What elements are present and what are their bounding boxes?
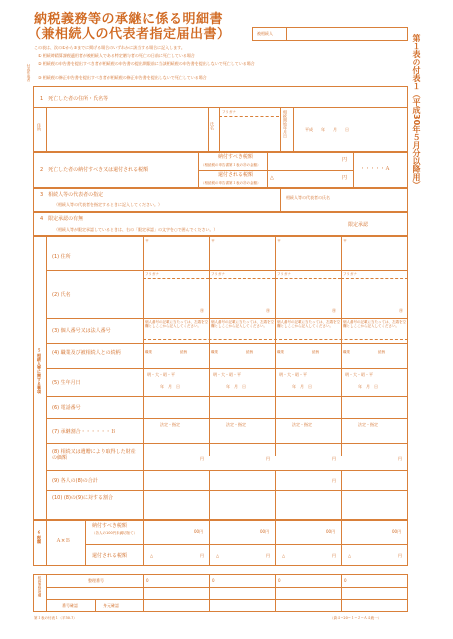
col4-job: 職業 — [343, 350, 350, 354]
footer-right: （資４−20−１−２−Ａ４統一） — [330, 616, 382, 620]
col4-mynumber-note: 個人番号の記載に当たっては、左端を空欄としここから記入してください。 — [343, 320, 406, 328]
col2-office-zero: 0 — [212, 578, 215, 583]
intro-item-2: ② 相続税の申告書を提出すべき者が相続税の申告書の提出期限前に当該相続税の申告書を提出しないで死亡している場合 — [38, 61, 255, 66]
section1-date-label: 相続開始年月日 — [283, 110, 288, 138]
col1-pay-unit: 00円 — [194, 529, 204, 534]
section4-note: （相続人等が限定承認しているときは、右の「限定承認」の文字を○で囲んでください。） — [54, 227, 218, 232]
section2-refund-yen: 円 — [342, 175, 348, 181]
col2-pay-unit: 00円 — [260, 529, 270, 534]
col2-ymd: 年 月 日 — [226, 384, 246, 389]
section6-refund-label: 還付される税額 — [92, 553, 128, 559]
col4-relation: 続柄 — [378, 350, 385, 354]
col3-ymd: 年 月 日 — [292, 384, 312, 389]
row-property-label: (8) 相続又は遺贈により取得した財産の価額 — [52, 449, 136, 461]
section4-limited[interactable]: 限定承認 — [348, 222, 369, 228]
decedent-name-label: 被相続人 — [257, 31, 273, 36]
col3-office-zero: 0 — [278, 578, 281, 583]
col2-refund-unit: 円 — [266, 553, 270, 558]
col3-seal: ㊞ — [332, 308, 336, 313]
section1-furigana: フリガナ — [222, 110, 236, 114]
col1-era: 明・大・昭・平 — [147, 372, 175, 377]
col4-yen: 円 — [398, 456, 402, 461]
col1-mynumber-note: 個人番号の記載に当たっては、左端を空欄としここから記入してください。 — [145, 320, 208, 328]
side-form-title: 第１表の付表１（平成30年５月分以降用） — [412, 34, 421, 190]
col4-ymd: 年 月 日 — [358, 384, 378, 389]
col4-postal: 〒 — [343, 238, 347, 243]
section3-note: （相続人等の代表者を指定するときに記入してください。） — [54, 202, 162, 207]
col2-era: 明・大・昭・平 — [213, 372, 241, 377]
col1-relation: 続柄 — [180, 350, 187, 354]
col4-refund-unit: 円 — [398, 553, 402, 558]
col1-ymd: 年 月 日 — [160, 384, 180, 389]
col1-furigana: フリガナ — [145, 272, 159, 276]
section4-heading: 4 限定承認の有無 — [40, 216, 84, 222]
row-address-label: (1) 住所 — [52, 254, 71, 260]
section6-side-label: ６ 税額 — [37, 530, 42, 544]
section2-refund-label: 還付される税額 — [218, 172, 254, 178]
col3-furigana: フリガナ — [277, 272, 291, 276]
col1-refund-triangle: △ — [150, 553, 154, 558]
section2-pay-yen: 円 — [342, 157, 348, 163]
form-title-line1: 納税義務等の承継に係る明細書 — [34, 12, 224, 27]
office-side-label: 税務署整理欄 — [38, 576, 42, 597]
section1-name-label: 氏名 — [210, 122, 215, 130]
col3-job: 職業 — [277, 350, 284, 354]
col2-mynumber-note: 個人番号の記載に当たっては、左端を空欄としここから記入してください。 — [211, 320, 274, 328]
section1-date-value[interactable]: 平成 年 月 日 — [305, 127, 349, 132]
col2-job: 職業 — [211, 350, 218, 354]
col1-job: 職業 — [145, 350, 152, 354]
section2-refund-triangle: △ — [270, 175, 274, 181]
col4-era: 明・大・昭・平 — [345, 372, 373, 377]
col2-relation: 続柄 — [246, 350, 253, 354]
col2-furigana: フリガナ — [211, 272, 225, 276]
row-occupation-label: (4) 職業及び被相続人との続柄 — [52, 350, 121, 356]
total-yen: 円 — [332, 478, 336, 483]
office-ref-no: 整理番号 — [88, 578, 104, 583]
row-total-label: (9) 各人の(8)の合計 — [52, 478, 98, 484]
section5-side-label: ５ 相続人等に関する事項 — [37, 348, 42, 394]
col4-office-zero: 0 — [344, 578, 347, 583]
col1-office-zero: 0 — [146, 578, 149, 583]
office-number-check: 番号確認 — [62, 603, 78, 608]
section6-box — [33, 520, 408, 566]
row-name-label: (2) 氏名 — [52, 292, 71, 298]
section2-pay-note: （相続税の申告書第１表の⑳の金額） — [201, 163, 261, 167]
row-share-label: (10) (8)の(9)に対する割合 — [52, 495, 114, 501]
row-mynumber-label: (3) 個人番号又は法人番号 — [52, 328, 111, 334]
row-ratio-label: (7) 承継割合・・・・・・Ｂ — [52, 429, 116, 435]
col4-furigana: フリガナ — [343, 272, 357, 276]
col4-seal: ㊞ — [399, 308, 403, 313]
section2-pay-label: 納付すべき税額 — [218, 154, 253, 160]
col4-pay-unit: 00円 — [392, 529, 402, 534]
intro-text: この表は、次の①から③までに掲げる場合のいずれかに該当する場合に記入します。 — [34, 45, 185, 50]
intro-item-1: ① 相続時精算課税適用者が被相続人である特定贈与者の死亡の日前に死亡している場合 — [38, 53, 195, 58]
section3-heading: 3 相続人等の代表者の指定 — [40, 192, 104, 198]
col3-postal: 〒 — [277, 238, 281, 243]
section6-pay-note: （各人の100円未満切捨て） — [92, 531, 138, 535]
col2-legal[interactable]: 法定・指定 — [226, 422, 246, 427]
office-identity-check: 身元確認 — [103, 603, 119, 608]
col3-pay-unit: 00円 — [326, 529, 336, 534]
col2-refund-triangle: △ — [216, 553, 220, 558]
col3-era: 明・大・昭・平 — [279, 372, 307, 377]
col3-mynumber-note: 個人番号の記載に当たっては、左端を空欄としここから記入してください。 — [277, 320, 340, 328]
intro-item-3: ③ 相続税の修正申告書を提出すべき者が相続税の修正申告書を提出しないで死亡している場合 — [38, 75, 207, 80]
row-birth-label: (5) 生年月日 — [52, 380, 81, 386]
col3-refund-triangle: △ — [282, 553, 286, 558]
col2-seal: ㊞ — [266, 308, 270, 313]
col3-relation: 続柄 — [312, 350, 319, 354]
section6-pay-label: 納付すべき税額 — [92, 523, 127, 529]
col1-postal: 〒 — [145, 238, 149, 243]
section2-refund-note: （相続税の申告書第１表の⑳の金額） — [201, 181, 261, 185]
col4-refund-triangle: △ — [348, 553, 352, 558]
decedent-name-box[interactable] — [252, 27, 408, 41]
form-title-line2: （兼相続人の代表者指定届出書） — [28, 27, 231, 42]
row-phone-label: (6) 電話番号 — [52, 405, 81, 411]
col3-legal[interactable]: 法定・指定 — [292, 422, 312, 427]
col1-refund-unit: 円 — [200, 553, 204, 558]
col2-yen: 円 — [266, 456, 270, 461]
col3-refund-unit: 円 — [332, 553, 336, 558]
col1-legal[interactable]: 法定・指定 — [160, 422, 180, 427]
section1-heading: 1 死亡した者の住所・氏名等 — [40, 96, 109, 102]
col4-legal[interactable]: 法定・指定 — [358, 422, 378, 427]
col1-yen: 円 — [200, 456, 204, 461]
section3-rep-label: 相続人等の代表者の氏名 — [286, 195, 330, 200]
section6-axb: Ａ×Ｂ — [56, 538, 71, 544]
section2-a-mark: ・・・・・Ａ — [360, 166, 391, 172]
footer-left: 第１表の付表１（平30.7） — [34, 616, 77, 620]
col2-postal: 〒 — [211, 238, 215, 243]
section2-heading: 2 死亡した者の納付すべき又は還付される税額 — [40, 167, 149, 173]
col1-seal: ㊞ — [200, 308, 204, 313]
section1-address-label: 住所 — [37, 123, 42, 131]
col3-yen: 円 — [332, 456, 336, 461]
creator-stamp-label: 付表作成者 — [27, 64, 31, 82]
